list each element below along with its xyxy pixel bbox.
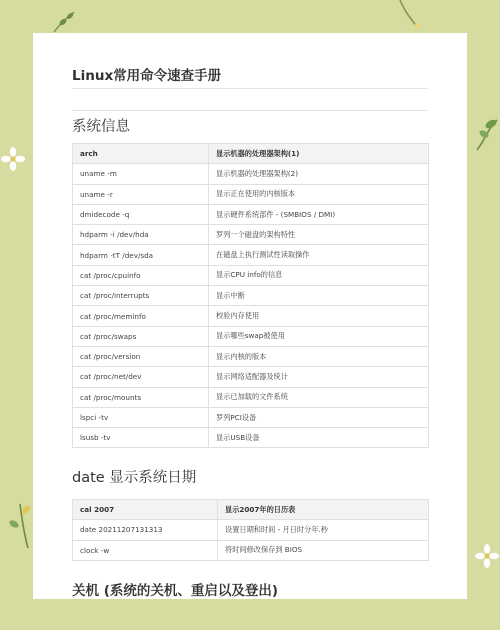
table-row	[73, 346, 429, 366]
description-cell: 在磁盘上执行测试性读取操作	[209, 245, 429, 265]
description-cell: 显示已加载的文件系统	[209, 387, 429, 407]
section-heading-date: date 显示系统日期	[72, 470, 197, 486]
description-cell: 显示USB设备	[209, 428, 429, 448]
description-cell: 罗列一个磁盘的架构特性	[209, 225, 429, 245]
table-row	[73, 306, 429, 326]
description-cell: 显示CPU info的信息	[209, 265, 429, 285]
table-row	[73, 520, 429, 540]
system-info-table	[72, 143, 429, 448]
table-row	[73, 367, 429, 387]
section-heading-system-info: 系统信息	[72, 119, 130, 135]
divider	[72, 88, 428, 89]
table-row	[73, 326, 429, 346]
command-cell: hdparm -i /dev/hda	[73, 225, 209, 245]
divider	[72, 110, 428, 111]
table-header-row	[73, 500, 429, 520]
command-cell: uname -m	[73, 164, 209, 184]
table-row	[73, 407, 429, 427]
description-cell: 设置日期和时间 - 月日时分年.秒	[218, 520, 429, 540]
sprig-icon	[396, 0, 422, 30]
document-title: Linux常用命令速查手册	[72, 68, 222, 84]
description-cell: 显示中断	[209, 286, 429, 306]
flower-icon	[0, 146, 26, 172]
document-page	[33, 33, 467, 599]
date-table	[72, 499, 429, 561]
command-cell: cal 2007	[73, 500, 218, 520]
description-cell: 显示正在使用的内核版本	[209, 184, 429, 204]
flower-icon	[474, 543, 500, 569]
description-cell: 显示机器的处理器架构(2)	[209, 164, 429, 184]
command-cell: cat /proc/swaps	[73, 326, 209, 346]
command-cell: clock -w	[73, 540, 218, 560]
table-row	[73, 265, 429, 285]
command-cell: cat /proc/meminfo	[73, 306, 209, 326]
description-cell: 将时间修改保存到 BIOS	[218, 540, 429, 560]
command-cell: cat /proc/interrupts	[73, 286, 209, 306]
table-header-row	[73, 144, 429, 164]
table-row	[73, 184, 429, 204]
table-row	[73, 540, 429, 560]
command-cell: lspci -tv	[73, 407, 209, 427]
leaf-icon	[475, 112, 500, 152]
command-cell: date 20211207131313	[73, 520, 218, 540]
command-cell: dmidecode -q	[73, 204, 209, 224]
table-row	[73, 164, 429, 184]
section-heading-shutdown: 关机 (系统的关机、重启以及登出)	[72, 583, 279, 599]
description-cell: 显示2007年的日历表	[218, 500, 429, 520]
sprig-icon	[52, 10, 78, 34]
description-cell: 显示机器的处理器架构(1)	[209, 144, 429, 164]
description-cell: 显示内核的版本	[209, 346, 429, 366]
command-cell: cat /proc/net/dev	[73, 367, 209, 387]
table-row	[73, 387, 429, 407]
command-cell: hdparm -tT /dev/sda	[73, 245, 209, 265]
command-cell: lsusb -tv	[73, 428, 209, 448]
description-cell: 显示网络适配器及统计	[209, 367, 429, 387]
command-cell: arch	[73, 144, 209, 164]
description-cell: 显示硬件系统部件 - (SMBIOS / DMI)	[209, 204, 429, 224]
command-cell: uname -r	[73, 184, 209, 204]
command-cell: cat /proc/cpuinfo	[73, 265, 209, 285]
description-cell: 罗列PCI设备	[209, 407, 429, 427]
command-cell: cat /proc/version	[73, 346, 209, 366]
table-row	[73, 428, 429, 448]
table-row	[73, 245, 429, 265]
table-row	[73, 204, 429, 224]
sprig-icon	[6, 500, 33, 550]
description-cell: 显示哪些swap被使用	[209, 326, 429, 346]
description-cell: 校验内存使用	[209, 306, 429, 326]
command-cell: cat /proc/mounts	[73, 387, 209, 407]
table-row	[73, 286, 429, 306]
table-row	[73, 225, 429, 245]
